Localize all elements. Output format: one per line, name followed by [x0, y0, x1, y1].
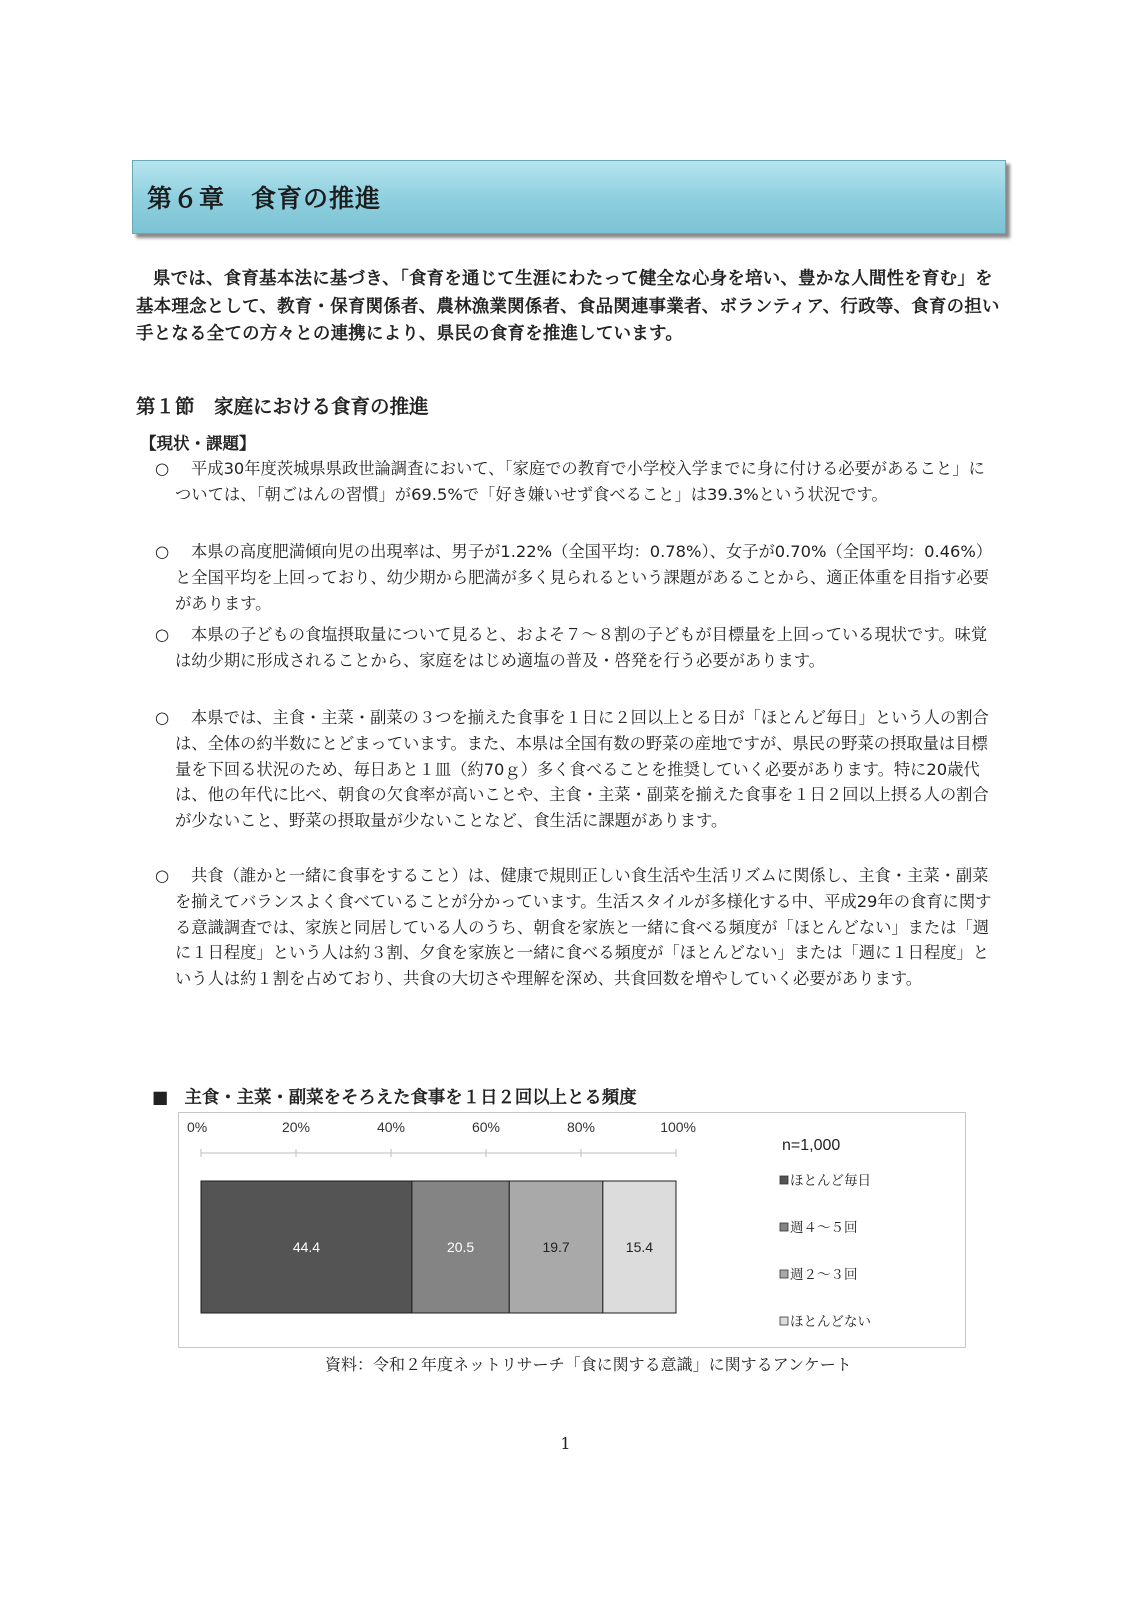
issues-label: 【現状・課題】 [140, 434, 256, 453]
figure-caption-marker: ■ [152, 1088, 169, 1108]
stacked-bar-chart [179, 1113, 965, 1347]
figure-caption [152, 1083, 637, 1108]
legend-swatch [780, 1270, 788, 1278]
list-item [155, 539, 995, 616]
bullet-marker: ○ [155, 542, 170, 561]
x-tick-label: 40% [376, 1119, 406, 1135]
intro-paragraph: 県では、食育基本法に基づき、「食育を通じて生涯にわたって健全な心身を培い、豊かな人間性を育む」を基本理念として、教育・保育関係者、農林漁業関係者、食品関連事業者、ボランティア、行政等、食育の担い手となる全ての方々との連携により、県民の食育を推進しています。 [136, 269, 1000, 344]
bullet-text: 本県の子どもの食塩摂取量について見ると、およそ７～８割の子どもが目標量を上回っている現状です。味覚は幼少期に形成されることから、家庭をはじめ適塩の普及・啓発を行う必要があります。 [175, 625, 988, 670]
list-item [155, 456, 995, 508]
bullet-marker: ○ [155, 625, 170, 644]
bar-data-label: 15.4 [625, 1239, 654, 1255]
source-note: 資料：令和２年度ネットリサーチ「食に関する意識」に関するアンケート [325, 1355, 852, 1374]
list-item [155, 705, 995, 834]
page-number: 1 [560, 1434, 571, 1453]
sample-size-label: n=1,000 [782, 1137, 841, 1154]
bar-data-label: 20.5 [446, 1239, 475, 1255]
bullet-marker: ○ [155, 866, 170, 885]
x-tick-label: 20% [281, 1119, 311, 1135]
list-item [155, 622, 995, 674]
bullet-text: 平成30年度茨城県県政世論調査において、「家庭での教育で小学校入学までに身に付ける必要があること」については、「朝ごはんの習慣」が69.5%で「好き嫌いせず食べること」は39.3%という状況です。 [175, 459, 985, 504]
bullet-text: 本県では、主食・主菜・副菜の３つを揃えた食事を１日に２回以上とる日が「ほとんど毎日」という人の割合は、全体の約半数にとどまっています。また、本県は全国有数の野菜の産地ですが、県民の野菜の摂取量は目標量を下回る状況のため、毎日あと１皿（約70ｇ）多く食べることを推奨していく必要があります。特に20歳代は、他の年代に比べ、朝食の欠食率が高いことや、主食・主菜・副菜を揃えた食事を１日２回以上摂る人の割合が少ないこと、野菜の摂取量が少ないことなど、食生活に課題があります。 [175, 708, 989, 831]
x-tick-label: 0% [187, 1119, 208, 1135]
legend-label: ほとんど毎日 [790, 1173, 871, 1189]
bar-data-label: 44.4 [292, 1239, 321, 1255]
bullet-text: 本県の高度肥満傾向児の出現率は、男子が1.22%（全国平均：0.78%）、女子が0.70%（全国平均：0.46%）と全国平均を上回っており、幼少期から肥満が多く見られるという課題があることから、適正体重を目指す必要があります。 [175, 542, 993, 613]
chapter-title: 第６章 食育の推進 [147, 184, 382, 213]
section-heading: 第１節 家庭における食育の推進 [136, 395, 429, 418]
chart-frame [178, 1112, 966, 1348]
x-tick-label: 60% [471, 1119, 501, 1135]
legend-label: 週４～５回 [790, 1220, 858, 1236]
bullet-marker: ○ [155, 459, 170, 478]
legend-swatch [780, 1223, 788, 1231]
x-tick-label: 100% [660, 1119, 696, 1135]
bar-data-label: 19.7 [542, 1239, 570, 1255]
figure-caption-text: 主食・主菜・副菜をそろえた食事を１日２回以上とる頻度 [184, 1088, 637, 1108]
bullet-marker: ○ [155, 708, 170, 727]
legend-label: ほとんどない [790, 1314, 871, 1330]
bullet-text: 共食（誰かと一緒に食事をすること）は、健康で規則正しい食生活や生活リズムに関係し、主食・主菜・副菜を揃えてバランスよく食べていることが分かっています。生活スタイルが多様化する中、平成29年の食育に関する意識調査では、家族と同居している人のうち、朝食を家族と一緒に食べる頻度が「ほとんどない」または「週に１日程度」という人は約３割、夕食を家族と一緒に食べる頻度が「ほとんどない」または「週に１日程度」という人は約１割を占めており、共食の大切さや理解を深め、共食回数を増やしていく必要があります。 [175, 866, 992, 989]
x-tick-label: 80% [566, 1119, 596, 1135]
legend-swatch [780, 1317, 788, 1325]
legend-swatch [780, 1176, 788, 1184]
legend-label: 週２～３回 [790, 1267, 858, 1283]
chapter-banner [132, 160, 1006, 234]
list-item [155, 863, 995, 992]
